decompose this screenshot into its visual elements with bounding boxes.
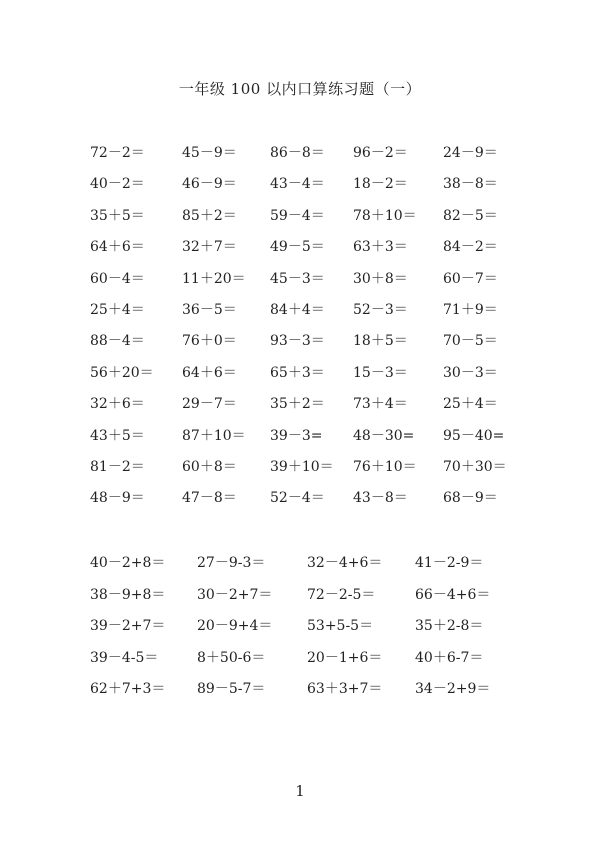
arithmetic-problem: 93－3＝ (270, 333, 325, 350)
arithmetic-problem: 30－2+7＝ (197, 586, 273, 603)
arithmetic-problem: 52－3＝ (353, 302, 408, 318)
arithmetic-problem: 24－9＝ (443, 145, 498, 161)
arithmetic-problem: 46－9＝ (182, 176, 237, 193)
arithmetic-problem: 40＋6-7＝ (415, 649, 484, 666)
arithmetic-problem: 41－2-9＝ (415, 555, 484, 571)
arithmetic-problem: 70＋30＝ (443, 459, 507, 475)
arithmetic-problem: 65＋3＝ (270, 364, 325, 381)
problem-row (0, 206, 600, 226)
arithmetic-problem: 95－40= (443, 427, 505, 444)
arithmetic-problem: 32＋6＝ (90, 396, 145, 413)
arithmetic-problem: 15－3＝ (353, 364, 408, 381)
arithmetic-problem: 25＋4＝ (90, 302, 145, 318)
arithmetic-problem: 64＋6＝ (182, 364, 237, 381)
problem-row (0, 174, 600, 194)
arithmetic-problem: 82－5＝ (443, 207, 498, 224)
problem-row (0, 269, 600, 289)
arithmetic-problem: 60＋8＝ (182, 459, 237, 475)
problem-row (0, 426, 600, 446)
arithmetic-problem: 89－5-7＝ (197, 681, 266, 697)
problem-row (0, 616, 600, 636)
arithmetic-problem: 47－8＝ (182, 490, 237, 507)
problem-row (0, 143, 600, 163)
problem-row (0, 394, 600, 414)
arithmetic-problem: 84－2＝ (443, 239, 498, 256)
arithmetic-problem: 39－2+7＝ (90, 618, 166, 634)
arithmetic-problem: 64＋6＝ (90, 239, 145, 256)
arithmetic-problem: 27－9-3＝ (197, 555, 266, 571)
arithmetic-problem: 88－4＝ (90, 333, 145, 350)
arithmetic-problem: 18＋5＝ (353, 333, 408, 350)
arithmetic-problem: 76＋10＝ (353, 459, 417, 475)
arithmetic-problem: 38－9+8＝ (90, 586, 166, 603)
arithmetic-problem: 30＋8＝ (353, 270, 408, 287)
problem-row (0, 679, 600, 699)
arithmetic-problem: 40－2+8＝ (90, 555, 166, 571)
arithmetic-problem: 39－3= (270, 427, 323, 444)
arithmetic-problem: 87＋10＝ (182, 427, 246, 444)
arithmetic-problem: 86－8＝ (270, 145, 325, 161)
arithmetic-problem: 25＋4＝ (443, 396, 498, 413)
arithmetic-problem: 43－4＝ (270, 176, 325, 193)
arithmetic-problem: 32＋7＝ (182, 239, 237, 256)
arithmetic-problem: 85＋2＝ (182, 207, 237, 224)
problem-row (0, 457, 600, 477)
arithmetic-problem: 96－2＝ (353, 145, 408, 161)
arithmetic-problem: 52－4＝ (270, 490, 325, 507)
arithmetic-problem: 20－1+6＝ (307, 649, 383, 666)
problem-row (0, 488, 600, 508)
page-title: 一年级 100 以内口算练习题（一） (178, 80, 422, 98)
arithmetic-problem: 73＋4＝ (353, 396, 408, 413)
problem-row (0, 648, 600, 668)
arithmetic-problem: 8＋50-6＝ (197, 649, 266, 666)
arithmetic-problem: 70－5＝ (443, 333, 498, 350)
arithmetic-problem: 49－5＝ (270, 239, 325, 256)
arithmetic-problem: 40－2＝ (90, 176, 145, 193)
arithmetic-problem: 68－9＝ (443, 490, 498, 507)
problem-row (0, 363, 600, 383)
arithmetic-problem: 43－8＝ (353, 490, 408, 507)
page-number: 1 (295, 782, 305, 800)
arithmetic-problem: 48－9＝ (90, 490, 145, 507)
arithmetic-problem: 35＋5＝ (90, 207, 145, 224)
arithmetic-problem: 38－8＝ (443, 176, 498, 193)
arithmetic-problem: 84＋4＝ (270, 302, 325, 318)
arithmetic-problem: 11＋20＝ (182, 270, 246, 287)
problem-row (0, 585, 600, 605)
arithmetic-problem: 43＋5＝ (90, 427, 145, 444)
arithmetic-problem: 63＋3＝ (353, 239, 408, 256)
arithmetic-problem: 20－9+4＝ (197, 618, 273, 634)
arithmetic-problem: 62＋7+3＝ (90, 681, 166, 697)
arithmetic-problem: 60－4＝ (90, 270, 145, 287)
problem-row (0, 553, 600, 573)
arithmetic-problem: 39＋10＝ (270, 459, 334, 475)
arithmetic-problem: 53+5-5＝ (307, 618, 374, 634)
problem-row (0, 331, 600, 351)
problem-row (0, 237, 600, 257)
arithmetic-problem: 60－7＝ (443, 270, 498, 287)
arithmetic-problem: 76＋0＝ (182, 333, 237, 350)
arithmetic-problem: 72－2＝ (90, 145, 145, 161)
problem-row (0, 300, 600, 320)
arithmetic-problem: 56＋20＝ (90, 364, 154, 381)
arithmetic-problem: 45－9＝ (182, 145, 237, 161)
arithmetic-problem: 29－7＝ (182, 396, 237, 413)
arithmetic-problem: 39－4-5＝ (90, 649, 159, 666)
arithmetic-problem: 35＋2-8＝ (415, 618, 484, 634)
arithmetic-problem: 30－3＝ (443, 364, 498, 381)
arithmetic-problem: 81－2＝ (90, 459, 145, 475)
arithmetic-problem: 59－4＝ (270, 207, 325, 224)
arithmetic-problem: 71＋9＝ (443, 302, 498, 318)
arithmetic-problem: 34－2+9＝ (415, 681, 491, 697)
arithmetic-problem: 66－4+6＝ (415, 586, 491, 603)
arithmetic-problem: 63＋3+7＝ (307, 681, 383, 697)
arithmetic-problem: 32－4+6＝ (307, 555, 383, 571)
arithmetic-problem: 36－5＝ (182, 302, 237, 318)
arithmetic-problem: 48－30= (353, 427, 415, 444)
arithmetic-problem: 18－2＝ (353, 176, 408, 193)
arithmetic-problem: 72－2-5＝ (307, 586, 376, 603)
arithmetic-problem: 35＋2＝ (270, 396, 325, 413)
arithmetic-problem: 45－3＝ (270, 270, 325, 287)
arithmetic-problem: 78＋10＝ (353, 207, 417, 224)
